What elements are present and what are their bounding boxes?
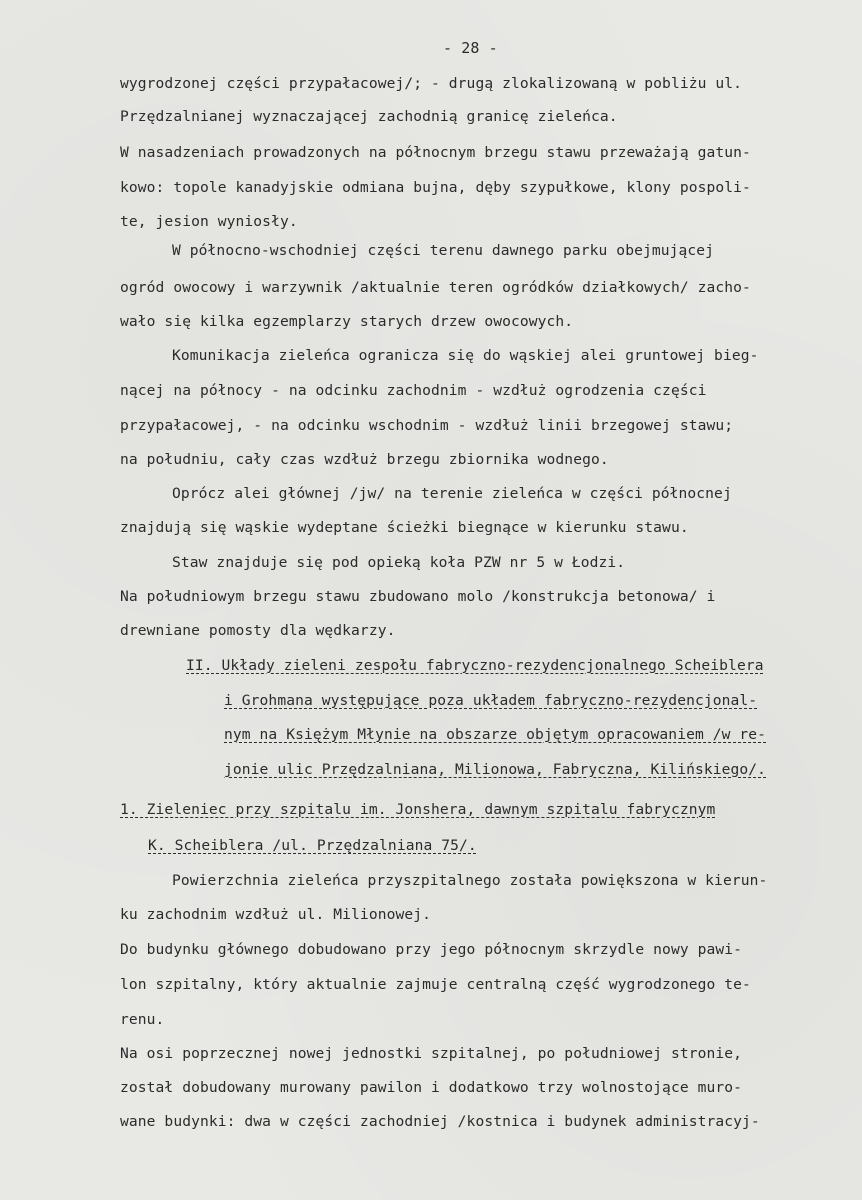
text-line: lon szpitalny, który aktualnie zajmuje centralną część wygrodzonego te-: [120, 976, 751, 993]
text-line: kowo: topole kanadyjskie odmiana bujna, dęby szypułkowe, klony pospoli-: [120, 179, 751, 196]
text-line: został dobudowany murowany pawilon i dodatkowo trzy wolnostojące muro-: [120, 1079, 743, 1096]
section-heading-line: II. Układy zieleni zespołu fabryczno-rezydencjonalnego Scheiblera: [186, 657, 764, 674]
subsection-heading-line: K. Scheiblera /ul. Przędzalniana 75/.: [148, 837, 477, 854]
section-heading-line: nym na Księżym Młynie na obszarze objętym opracowaniem /w re-: [224, 726, 767, 743]
text-line: znajdują się wąskie wydeptane ścieżki biegnące w kierunku stawu.: [120, 519, 689, 536]
text-line: ogród owocowy i warzywnik /aktualnie teren ogródków działkowych/ zacho-: [120, 279, 751, 296]
text-line: drewniane pomosty dla wędkarzy.: [120, 622, 396, 639]
text-line: renu.: [120, 1011, 165, 1028]
text-line: Komunikacja zieleńca ogranicza się do wąskiej alei gruntowej bieg-: [172, 347, 759, 364]
text-line: Na południowym brzegu stawu zbudowano molo /konstrukcja betonowa/ i: [120, 588, 716, 605]
text-line: W północno-wschodniej części terenu dawnego parku obejmującej: [172, 242, 715, 259]
text-line: nącej na północy - na odcinku zachodnim - wzdłuż ogrodzenia części: [120, 382, 707, 399]
subsection-heading-line: 1. Zieleniec przy szpitalu im. Jonshera, dawnym szpitalu fabrycznym: [120, 801, 716, 818]
text-line: Do budynku głównego dobudowano przy jego północnym skrzydle nowy pawi-: [120, 941, 743, 958]
text-line: wane budynki: dwa w części zachodniej /kostnica i budynek administracyj-: [120, 1113, 760, 1130]
text-line: Na osi poprzecznej nowej jednostki szpitalnej, po południowej stronie,: [120, 1045, 743, 1062]
text-line: te, jesion wyniosły.: [120, 213, 298, 230]
text-line: ku zachodnim wzdłuż ul. Milionowej.: [120, 906, 432, 923]
page-number: - 28 -: [443, 39, 498, 57]
text-line: Powierzchnia zieleńca przyszpitalnego została powiększona w kierun-: [172, 872, 768, 889]
text-line: na południu, cały czas wzdłuż brzegu zbiornika wodnego.: [120, 451, 609, 468]
section-heading-line: jonie ulic Przędzalniana, Milionowa, Fabryczna, Kilińskiego/.: [224, 761, 767, 778]
text-line: Staw znajduje się pod opieką koła PZW nr 5 w Łodzi.: [172, 554, 626, 571]
text-line: wygrodzonej części przypałacowej/; - drugą zlokalizowaną w pobliżu ul.: [120, 75, 743, 92]
section-heading-line: i Grohmana występujące poza układem fabryczno-rezydencjonal-: [224, 692, 758, 709]
text-line: W nasadzeniach prowadzonych na północnym brzegu stawu przeważają gatun-: [120, 144, 751, 161]
text-line: przypałacowej, - na odcinku wschodnim - wzdłuż linii brzegowej stawu;: [120, 417, 734, 434]
text-line: wało się kilka egzemplarzy starych drzew owocowych.: [120, 313, 574, 330]
text-line: Oprócz alei głównej /jw/ na terenie zieleńca w części północnej: [172, 485, 732, 502]
text-line: Przędzalnianej wyznaczającej zachodnią granicę zieleńca.: [120, 108, 618, 125]
